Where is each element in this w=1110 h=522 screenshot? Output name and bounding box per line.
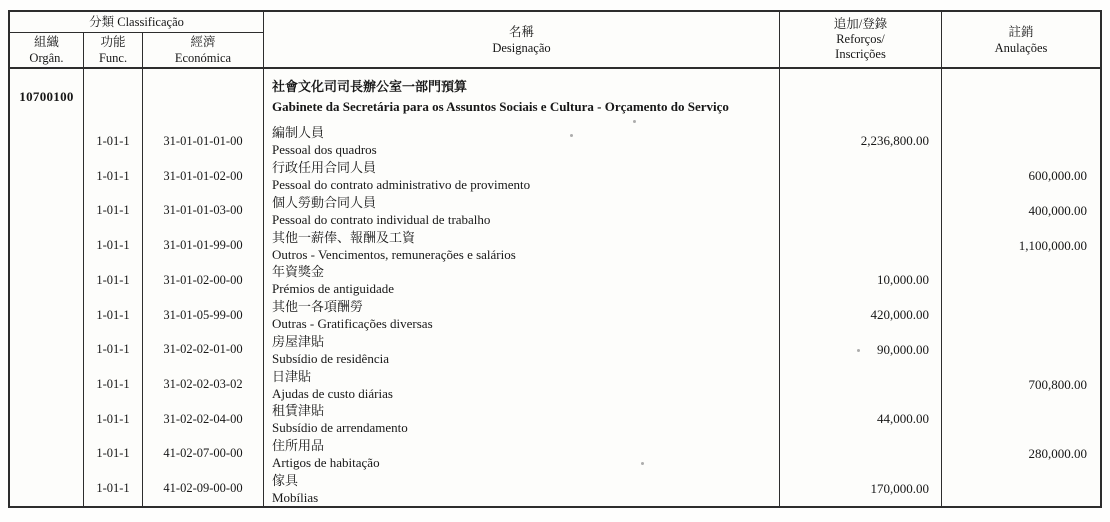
header-economica xyxy=(143,33,263,67)
cell-anulacoes-amount xyxy=(942,298,1100,333)
header-classification: 分類 Classificação xyxy=(10,12,263,33)
cell-reforcos-amount: 10,000.00 xyxy=(780,263,942,298)
cell-designacao-pt: Artigos de habitação xyxy=(272,454,380,470)
org-code: 10700100 xyxy=(19,88,74,104)
cell-designacao xyxy=(264,437,780,472)
cell-func-empty xyxy=(84,69,143,124)
header-reforcos-pt1: Reforços/ xyxy=(836,32,885,46)
cell-designacao-zh: 租賃津貼 xyxy=(272,403,325,419)
cell-anulacoes-amount xyxy=(942,402,1100,437)
cell-econ-code: 31-01-01-01-00 xyxy=(143,124,264,159)
header-classification-group xyxy=(10,12,264,67)
header-reforcos-zh: 追加/登錄 xyxy=(833,17,888,31)
cell-anulacoes-empty xyxy=(942,69,1100,124)
cell-econ-code: 31-01-01-02-00 xyxy=(143,159,264,194)
cell-func-code: 1-01-1 xyxy=(84,298,143,333)
cell-designacao xyxy=(264,263,780,298)
header-func xyxy=(84,33,143,67)
cell-anulacoes-amount xyxy=(942,124,1100,159)
budget-table xyxy=(8,10,1102,508)
cell-organ xyxy=(10,298,84,333)
cell-reforcos-amount xyxy=(780,228,942,263)
table-row xyxy=(10,124,1100,159)
cell-organ xyxy=(10,193,84,228)
cell-econ-code: 31-01-02-00-00 xyxy=(143,263,264,298)
cell-designacao-zh: 房屋津貼 xyxy=(272,333,325,349)
cell-designacao-pt: Mobílias xyxy=(272,489,319,505)
cell-econ-code: 31-01-01-99-00 xyxy=(143,228,264,263)
cell-designacao-pt: Pessoal do contrato administrativo de provimento xyxy=(272,177,531,193)
cell-anulacoes-amount: 280,000.00 xyxy=(1028,445,1087,461)
cell-designacao-zh: 其他一各項酬勞 xyxy=(272,299,364,315)
cell-designacao-pt: Subsídio de residência xyxy=(272,350,389,366)
cell-organ xyxy=(10,367,84,402)
cell-func-code: 1-01-1 xyxy=(84,263,143,298)
cell-anulacoes-amount: 600,000.00 xyxy=(1028,168,1087,184)
cell-designacao xyxy=(264,193,780,228)
table-row xyxy=(10,263,1100,298)
cell-designacao xyxy=(264,471,780,506)
cell-designacao-zh: 日津貼 xyxy=(272,368,312,384)
cell-anulacoes-amount xyxy=(942,263,1100,298)
cell-econ-code: 31-02-02-01-00 xyxy=(143,332,264,367)
scan-speck xyxy=(633,120,636,123)
cell-reforcos-amount: 170,000.00 xyxy=(780,471,942,506)
table-body xyxy=(10,69,1100,506)
header-organ xyxy=(10,33,84,67)
cell-organ xyxy=(10,402,84,437)
header-economica-zh: 經濟 xyxy=(190,35,216,49)
cell-designacao-zh: 編制人員 xyxy=(272,125,325,141)
cell-econ-code: 31-02-02-03-02 xyxy=(143,367,264,402)
table-row xyxy=(10,471,1100,506)
table-row xyxy=(10,193,1100,228)
cell-designacao-zh: 行政任用合同人員 xyxy=(272,160,377,176)
table-header xyxy=(10,12,1100,69)
table-row xyxy=(10,298,1100,333)
cell-org-code xyxy=(10,69,84,124)
cell-designacao-pt: Prémios de antiguidade xyxy=(272,281,395,297)
cell-designacao xyxy=(264,124,780,159)
table-row xyxy=(10,159,1100,194)
cell-designacao xyxy=(264,367,780,402)
cell-reforcos-amount xyxy=(780,437,942,472)
cell-anulacoes-amount: 700,800.00 xyxy=(1028,376,1087,392)
cell-func-code: 1-01-1 xyxy=(84,437,143,472)
cell-designacao xyxy=(264,159,780,194)
cell-designacao-pt: Subsídio de arrendamento xyxy=(272,420,408,436)
cell-designacao-pt: Pessoal do contrato individual de trabalho xyxy=(272,211,491,227)
cell-designacao-zh: 住所用品 xyxy=(272,437,325,453)
header-func-zh: 功能 xyxy=(100,35,126,49)
cell-func-code: 1-01-1 xyxy=(84,402,143,437)
cell-designacao xyxy=(264,402,780,437)
cell-econ-code: 31-01-01-03-00 xyxy=(143,193,264,228)
cell-designacao-zh: 年資獎金 xyxy=(272,264,325,280)
service-title-pt: Gabinete da Secretária para os Assuntos Sociais e Cultura - Orçamento do Serviço xyxy=(272,98,729,114)
cell-reforcos-amount: 2,236,800.00 xyxy=(780,124,942,159)
cell-designacao-pt: Outros - Vencimentos, remunerações e salários xyxy=(272,246,516,262)
cell-func-code: 1-01-1 xyxy=(84,367,143,402)
cell-reforcos-amount xyxy=(780,193,942,228)
cell-designacao-pt: Pessoal dos quadros xyxy=(272,142,377,158)
cell-reforcos-amount: 44,000.00 xyxy=(780,402,942,437)
cell-func-code: 1-01-1 xyxy=(84,124,143,159)
cell-organ xyxy=(10,332,84,367)
cell-econ-code: 31-01-05-99-00 xyxy=(143,298,264,333)
cell-func-code: 1-01-1 xyxy=(84,228,143,263)
cell-designacao-pt: Outras - Gratificações diversas xyxy=(272,316,433,332)
cell-anulacoes-amount xyxy=(942,332,1100,367)
cell-designacao-zh: 傢具 xyxy=(272,472,299,488)
cell-organ xyxy=(10,228,84,263)
cell-service-title xyxy=(264,69,780,124)
cell-organ xyxy=(10,263,84,298)
cell-reforcos-amount: 420,000.00 xyxy=(780,298,942,333)
cell-func-code: 1-01-1 xyxy=(84,159,143,194)
cell-econ-empty xyxy=(143,69,264,124)
header-anulacoes-pt: Anulações xyxy=(994,40,1048,55)
table-row xyxy=(10,228,1100,263)
header-designacao xyxy=(264,12,780,67)
header-designacao-zh: 名稱 xyxy=(508,24,534,39)
cell-designacao-pt: Ajudas de custo diárias xyxy=(272,385,393,401)
cell-designacao-zh: 個人勞動合同人員 xyxy=(272,194,377,210)
cell-organ xyxy=(10,437,84,472)
scan-speck xyxy=(641,462,644,465)
header-func-pt: Func. xyxy=(98,51,128,65)
cell-anulacoes-amount xyxy=(942,471,1100,506)
table-row xyxy=(10,367,1100,402)
cell-func-code: 1-01-1 xyxy=(84,332,143,367)
cell-designacao xyxy=(264,298,780,333)
cell-anulacoes-amount: 1,100,000.00 xyxy=(1018,237,1087,253)
header-reforcos xyxy=(780,12,942,67)
cell-designacao xyxy=(264,332,780,367)
header-reforcos-pt2: Inscrições xyxy=(835,47,886,61)
table-row xyxy=(10,437,1100,472)
cell-econ-code: 41-02-09-00-00 xyxy=(143,471,264,506)
header-organ-pt: Orgân. xyxy=(29,51,64,65)
table-row xyxy=(10,402,1100,437)
scan-speck xyxy=(857,349,860,352)
cell-designacao-zh: 其他一薪俸、報酬及工資 xyxy=(272,229,416,245)
header-anulacoes xyxy=(942,12,1100,67)
cell-reforcos-amount xyxy=(780,159,942,194)
scan-speck xyxy=(570,134,573,137)
table-row xyxy=(10,332,1100,367)
cell-func-code: 1-01-1 xyxy=(84,193,143,228)
header-anulacoes-zh: 註銷 xyxy=(1008,24,1034,39)
cell-organ xyxy=(10,124,84,159)
cell-econ-code: 41-02-07-00-00 xyxy=(143,437,264,472)
cell-reforcos-amount: 90,000.00 xyxy=(780,332,942,367)
cell-econ-code: 31-02-02-04-00 xyxy=(143,402,264,437)
cell-anulacoes-amount: 400,000.00 xyxy=(1028,202,1087,218)
header-organ-zh: 組織 xyxy=(33,35,59,49)
service-title-zh: 社會文化司司長辦公室一部門預算 xyxy=(272,78,468,94)
cell-organ xyxy=(10,159,84,194)
cell-func-code: 1-01-1 xyxy=(84,471,143,506)
cell-reforcos-empty xyxy=(780,69,942,124)
cell-organ xyxy=(10,471,84,506)
service-title-row xyxy=(10,69,1100,124)
cell-reforcos-amount xyxy=(780,367,942,402)
header-economica-pt: Económica xyxy=(174,51,232,65)
header-designacao-pt: Designação xyxy=(492,40,551,55)
cell-designacao xyxy=(264,228,780,263)
